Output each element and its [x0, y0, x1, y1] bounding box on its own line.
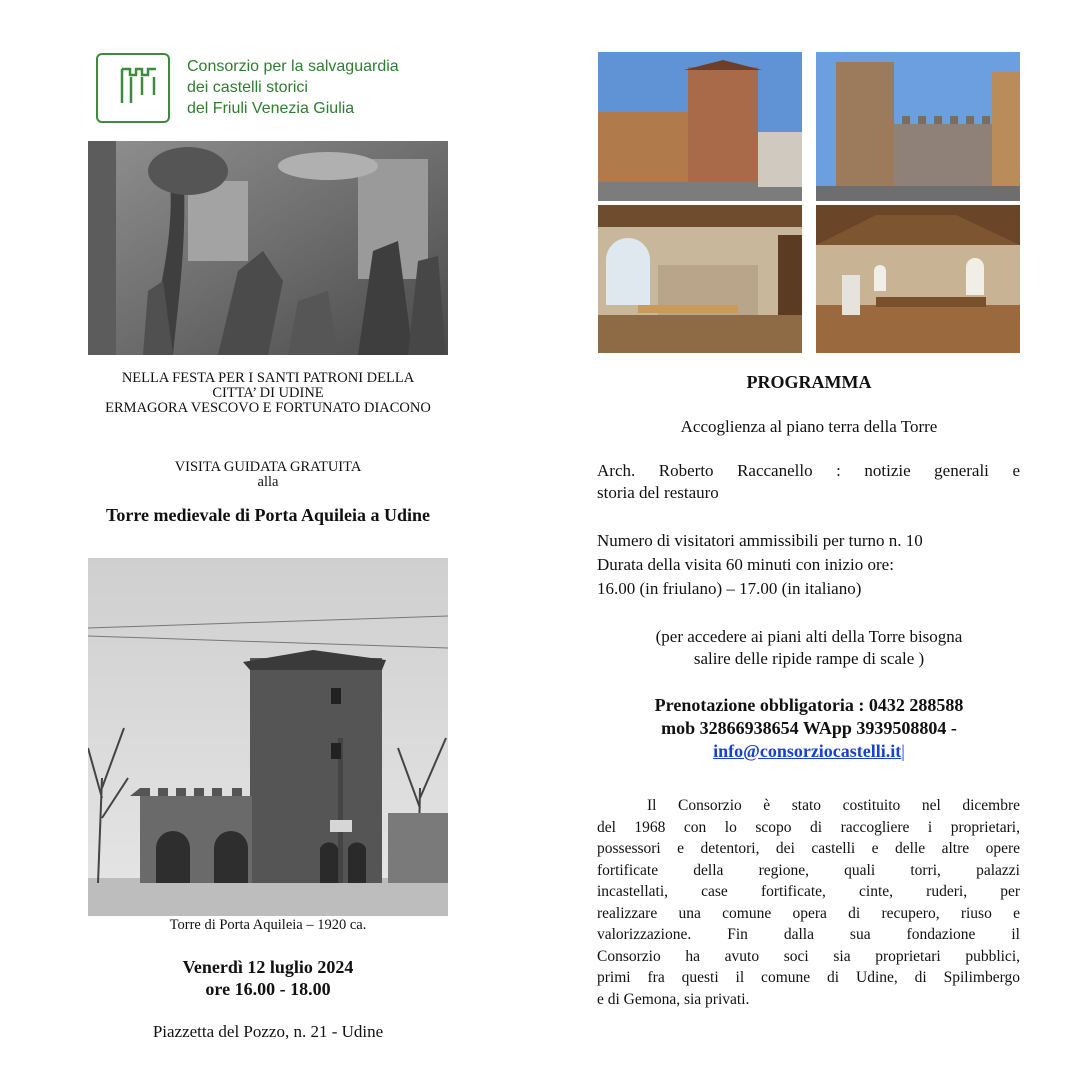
logo-line-2: dei castelli storici	[187, 79, 308, 96]
desc-line-1: Il Consorzio è stato costituito nel dicembre	[647, 797, 1020, 814]
arch-line-1: Arch. Roberto Raccanello : notizie generali e	[597, 461, 1020, 480]
feast-line-3: ERMAGORA VESCOVO E FORTUNATO DIACONO	[105, 400, 431, 416]
visitors-line-2: Durata della visita 60 minuti con inizio ore:	[597, 555, 894, 574]
programma-heading: PROGRAMMA	[746, 372, 872, 392]
desc-line-9: primi fra questi il comune di Udine, di Spilimbergo	[597, 969, 1020, 986]
feast-heading	[50, 371, 486, 416]
logo-line-1: Consorzio per la salvaguardia	[187, 58, 399, 75]
email-link[interactable]: info@consorziocastelli.it	[713, 741, 902, 761]
visitors-line-1: Numero di visitatori ammissibili per turno n. 10	[597, 531, 923, 550]
visitors-text	[597, 529, 1037, 601]
arch-line-2: storia del restauro	[597, 483, 719, 502]
event-time: ore 16.00 - 18.00	[205, 979, 331, 999]
logo-line-3: del Friuli Venezia Giulia	[187, 100, 355, 117]
desc-line-6: realizzare una comune opera di recupero, riuso e	[597, 904, 1020, 922]
booking-line-2: mob 32866938654 WApp 3939508804 -	[661, 718, 957, 738]
visit-line-2: alla	[257, 474, 279, 490]
photo-interior-1	[598, 205, 802, 353]
photo-tower-exterior-2	[816, 52, 1020, 201]
event-date: Venerdì 12 luglio 2024	[182, 957, 354, 977]
desc-line-8: Consorzio ha avuto soci sia proprietari pubblici,	[597, 947, 1020, 965]
consorzio-description	[597, 795, 1020, 1010]
desc-line-5: incastellati, case fortificate, cinte, ruderi, per	[597, 883, 1020, 900]
castle-tower-icon	[98, 55, 168, 121]
stairs-note	[598, 626, 1020, 670]
tower-title: Torre medievale di Porta Aquileia a Udine	[106, 505, 430, 525]
bronze-relief-image	[88, 141, 448, 355]
welcome-text: Accoglienza al piano terra della Torre	[680, 417, 938, 436]
photo-caption: Torre di Porta Aquileia – 1920 ca.	[169, 917, 367, 933]
booking-line-1: Prenotazione obbligatoria : 0432 288588	[654, 695, 964, 715]
photo-interior-2	[816, 205, 1020, 353]
desc-line-10: e di Gemona, sia privati.	[597, 990, 750, 1008]
desc-line-4: fortificate della regione, quali torri, palazzi	[597, 861, 1020, 879]
desc-line-7: valorizzazione. Fin dalla sua fondazione il	[597, 926, 1020, 943]
visit-heading	[50, 460, 486, 490]
visitors-line-3: 16.00 (in friulano) – 17.00 (in italiano)	[597, 579, 862, 598]
photo-tower-exterior-1	[598, 52, 802, 201]
consorzio-logo	[96, 53, 170, 123]
booking-info: Prenotazione obbligatoria : 0432 288588 mob 32866938654 WApp 3939508804 - info@consorziocastelli.it|	[598, 694, 1020, 763]
logo-text	[187, 56, 399, 119]
arch-text	[597, 460, 1020, 504]
desc-line-2: del 1968 con lo scopo di raccogliere i proprietari,	[597, 818, 1020, 836]
feast-line-2: CITTA’ DI UDINE	[212, 385, 324, 401]
desc-line-3: possessori e detentori, dei castelli e delle altre opere	[597, 840, 1020, 857]
visit-line-1: VISITA GUIDATA GRATUITA	[174, 459, 362, 475]
note-line-1: (per accedere ai piani alti della Torre bisogna	[655, 627, 963, 646]
event-address: Piazzetta del Pozzo, n. 21 - Udine	[152, 1022, 384, 1041]
feast-line-1: NELLA FESTA PER I SANTI PATRONI DELLA	[121, 370, 415, 386]
historic-tower-photo	[88, 558, 448, 916]
note-line-2: salire delle ripide rampe di scale )	[693, 649, 925, 668]
